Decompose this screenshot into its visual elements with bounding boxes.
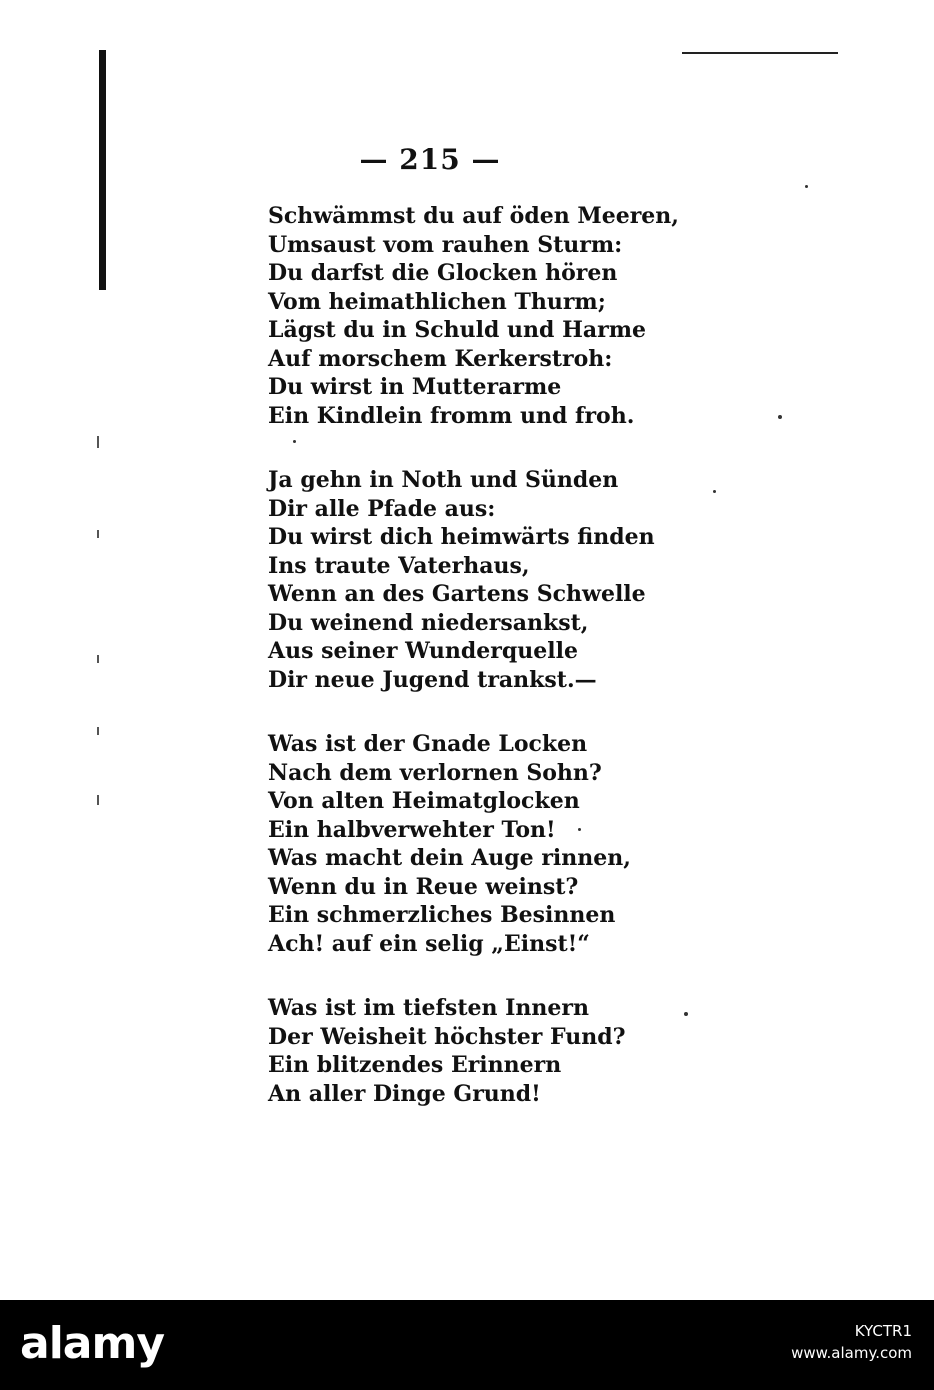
margin-mark xyxy=(97,530,99,538)
poem-line: Lägst du in Schuld und Harme xyxy=(268,317,646,343)
paper-speck xyxy=(778,415,782,419)
page-edge-rule xyxy=(99,50,106,290)
margin-mark xyxy=(97,655,99,663)
poem-line: Was ist im tiefsten Innern xyxy=(268,995,589,1021)
alamy-logo: alamy xyxy=(20,1318,164,1369)
poem-line: Von alten Heimatglocken xyxy=(268,788,580,814)
margin-mark xyxy=(97,795,99,805)
poem-line: Umsaust vom rauhen Sturm: xyxy=(268,231,623,258)
top-rule-gap xyxy=(676,52,682,54)
stanza-3 xyxy=(268,730,688,958)
poem xyxy=(268,202,688,1144)
poem-line: Ins traute Vaterhaus, xyxy=(268,552,530,579)
paper-speck xyxy=(805,185,808,188)
poem-line: Du wirst in Mutterarme xyxy=(268,374,562,400)
poem-line: Ein halbverwehter Ton! xyxy=(268,816,556,843)
poem-line: Wenn du in Reue weinst? xyxy=(268,873,579,900)
stanza-1 xyxy=(268,202,688,430)
image-id: KYCTR1 xyxy=(854,1322,912,1340)
footer-info xyxy=(791,1320,912,1364)
poem-line: Dir alle Pfade aus: xyxy=(268,495,496,522)
poem-line: Was macht dein Auge rinnen, xyxy=(268,845,631,871)
page-number: — 215 — xyxy=(359,143,501,176)
watermark-footer xyxy=(0,1300,934,1390)
poem-line: Ein schmerzliches Besinnen xyxy=(268,902,616,928)
poem-line: Ein blitzendes Erinnern xyxy=(268,1052,562,1078)
poem-line: Der Weisheit höchster Fund? xyxy=(268,1023,626,1050)
poem-line: Vom heimathlichen Thurm; xyxy=(268,288,606,315)
poem-line: An aller Dinge Grund! xyxy=(268,1080,541,1107)
stanza-2 xyxy=(268,466,688,694)
poem-line: Dir neue Jugend trankst.— xyxy=(268,666,597,693)
footer-url: www.alamy.com xyxy=(791,1344,912,1362)
poem-line: Du darfst die Glocken hören xyxy=(268,260,618,286)
poem-line: Auf morschem Kerkerstroh: xyxy=(268,345,613,372)
poem-line: Nach dem verlornen Sohn? xyxy=(268,759,602,786)
poem-line: Ein Kindlein fromm und froh. xyxy=(268,402,635,429)
poem-line: Ja gehn in Noth und Sünden xyxy=(268,467,619,493)
poem-line: Du wirst dich heimwärts finden xyxy=(268,524,655,550)
poem-line: Aus seiner Wunderquelle xyxy=(268,638,578,664)
margin-mark xyxy=(97,727,99,735)
poem-line: Ach! auf ein selig „Einst!“ xyxy=(268,930,590,957)
poem-line: Schwämmst du auf öden Meeren, xyxy=(268,203,679,229)
top-rule xyxy=(680,52,838,54)
poem-line: Was ist der Gnade Locken xyxy=(268,731,588,757)
paper-speck xyxy=(713,490,716,493)
margin-mark xyxy=(97,436,99,448)
poem-line: Wenn an des Gartens Schwelle xyxy=(268,581,646,607)
poem-line: Du weinend niedersankst, xyxy=(268,609,589,636)
stanza-4 xyxy=(268,994,688,1108)
